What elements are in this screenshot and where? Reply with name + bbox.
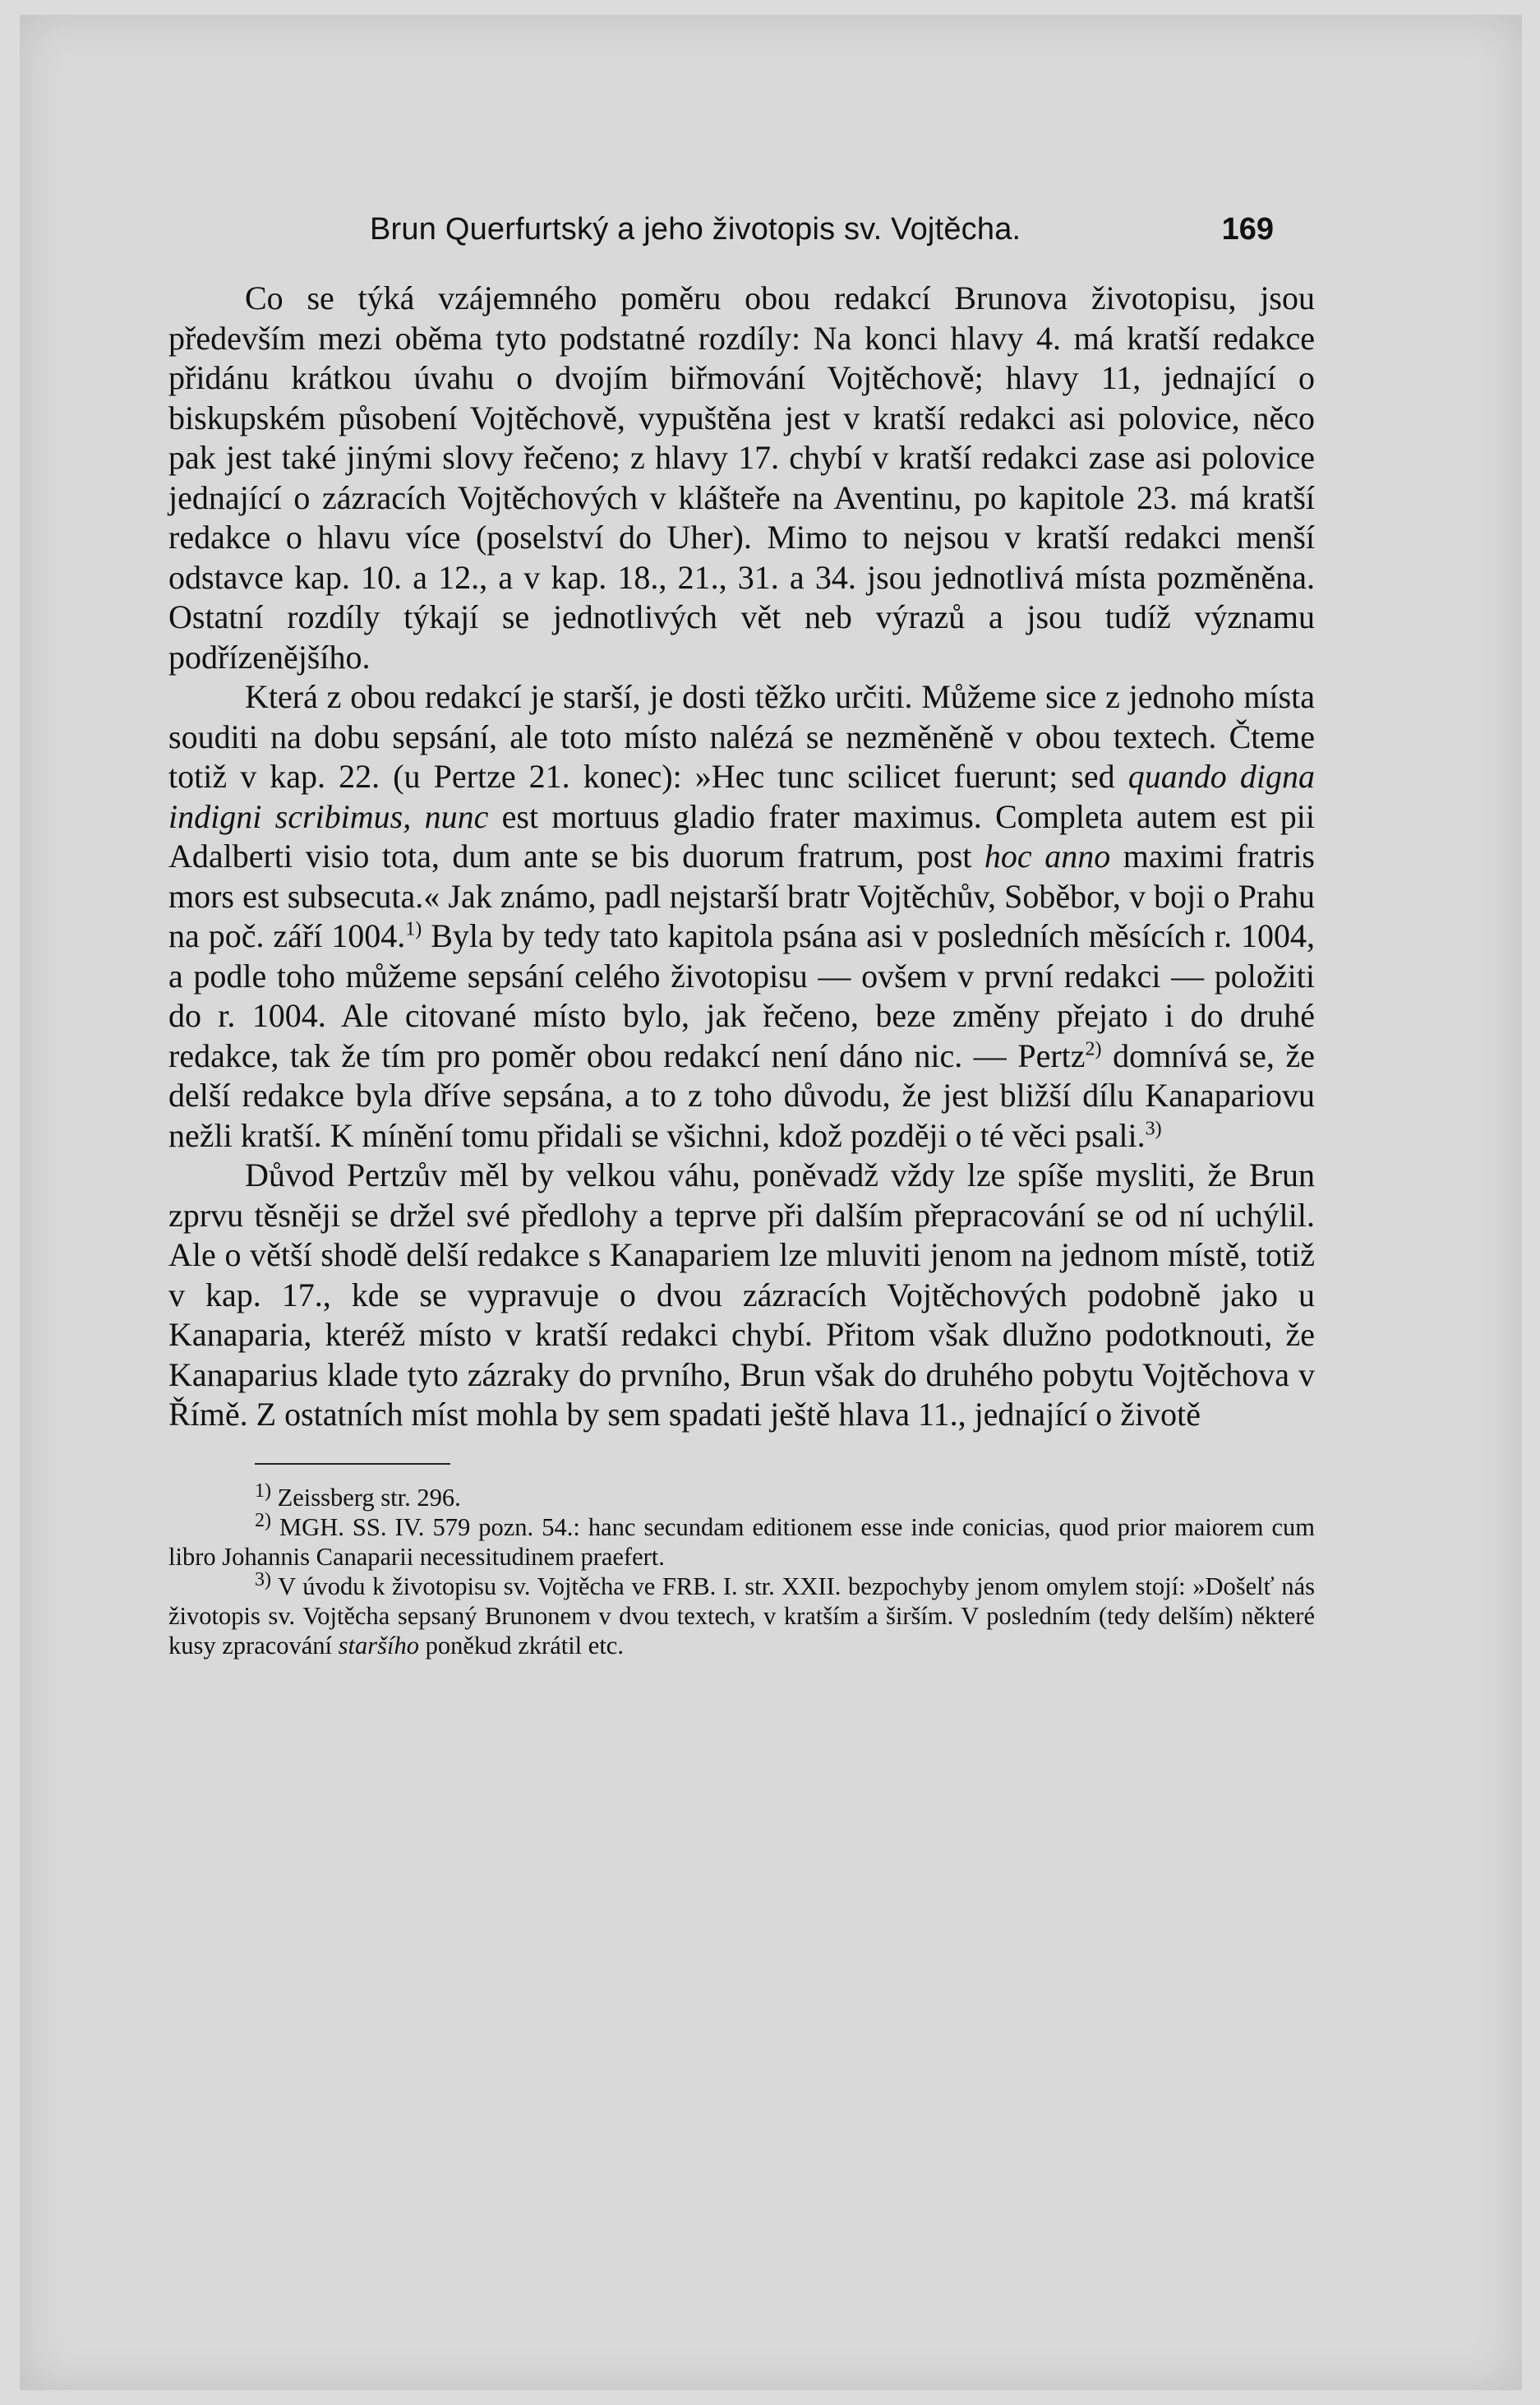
paragraph-3: Důvod Pertzův měl by velkou váhu, poněvadž vždy lze spíše mysliti, že Brun zprvu těsněji se držel své předlohy a teprve při dalším přepracování se od ní uchýlil. Ale o větší shodě delší redakce s Kanapariem lze mluviti jenom na jednom místě, totiž v kap. 17., kde se vypravuje o dvou zázracích Vojtěchových podobně jako u Kanaparia, kteréž místo v kratší redakci chybí. Přitom však dlužno podotknouti, že Kanaparius klade tyto zázraky do prvního, Brun však do druhého pobytu Vojtěchova v Římě. Z ostatních míst mohla by sem spadati ještě hlava 11., jednající o životě [168, 1156, 1315, 1433]
running-title: Brun Querfurtský a jeho životopis sv. Vojtěcha. [370, 212, 1021, 247]
footnote-ref-2: 2) [1085, 1038, 1102, 1060]
paragraph-2-italic-a: quando digna indigni scribimus, nunc [168, 758, 1315, 835]
footnote-2 [168, 1509, 1315, 1572]
footnote-divider [255, 1463, 450, 1465]
paragraph-2-text-b: est mortuus gladio frater maximus. Completa autem est pii Adalberti visio tota, dum ante se bis duorum fratrum, post [168, 797, 1315, 875]
footnote-mark-3: 3) [255, 1568, 271, 1590]
footnote-mark-2: 2) [255, 1509, 271, 1531]
page-number: 169 [1221, 212, 1274, 247]
paragraph-2-text-a: Která z obou redakcí je starší, je dosti těžko určiti. Můžeme sice z jednoho místa souditi na dobu sepsání, ale toto místo nalézá se nezměněně v obou textech. Čteme totiž v kap. 22. (u Pertze 21. konec): »Hec tunc scilicet fuerunt; sed [168, 678, 1315, 795]
footnote-2-text: MGH. SS. IV. 579 pozn. 54.: hanc secundam editionem esse inde conicias, quod prior maiorem cum libro Johannis Canaparii necessitudinem praefert. [168, 1512, 1315, 1571]
footnote-3 [168, 1568, 1315, 1660]
text-block [168, 212, 1315, 1660]
running-header [168, 212, 1315, 247]
footnote-ref-1: 1) [405, 918, 422, 940]
footnote-ref-3: 3) [1145, 1118, 1162, 1140]
paragraph-2-italic-b: hoc anno [984, 838, 1111, 875]
paragraph-2-text-d: Byla by tedy tato kapitola psána asi v posledních měsících r. 1004, a podle toho můžeme sepsání celého životopisu — ovšem v první redakci — položiti do r. 1004. Ale citované místo bylo, jak řečeno, beze změny přejato i do druhé redakce, tak že tím pro poměr obou redakcí není dáno nic. — Pertz [168, 917, 1315, 1074]
footnote-3-italic: staršího [338, 1631, 419, 1659]
paragraph-2-text-e: domnívá se, že delší redakce byla dříve sepsána, a to z toho důvodu, že jest bližší dílu Kanapariovu nežli kratší. K mínění tomu přidali se všichni, kdož později o té věci psali. [168, 1036, 1315, 1154]
footnote-3-text-a: V úvodu k životopisu sv. Vojtěcha ve FRB. I. str. XXII. bezpochyby jenom omylem stojí: »Došelť nás životopis sv. Vojtěcha sepsaný Brunonem v dvou textech, v kratším a širším. V posledním (tedy delším) některé kusy zpracování [168, 1572, 1315, 1659]
footnote-mark-1: 1) [255, 1479, 271, 1502]
footnote-1 [168, 1479, 1315, 1512]
footnote-1-text: Zeissberg str. 296. [271, 1483, 461, 1512]
paragraph-2-text-c: maximi fratris mors est subsecuta.« Jak známo, padl nejstarší bratr Vojtěchův, Soběbor, v boji o Prahu na poč. září 1004. [168, 838, 1315, 954]
footnote-3-text-b: poněkud zkrátil etc. [418, 1631, 624, 1659]
paragraph-2 [168, 677, 1315, 1156]
paragraph-1: Co se týká vzájemného poměru obou redakcí Brunova životopisu, jsou především mezi oběma tyto podstatné rozdíly: Na konci hlavy 4. má kratší redakce přidánu krátkou úvahu o dvojím biřmování Vojtěchově; hlavy 11, jednající o biskupském působení Vojtěchově, vypuštěna jest v kratší redakci asi polovice, něco pak jest také jinými slovy řečeno; z hlavy 17. chybí v kratší redakci zase asi polovice jednající o zázracích Vojtěchových v klášteře na Aventinu, po kapitole 23. má kratší redakce o hlavu více (poselství do Uher). Mimo to nejsou v kratší redakci menší odstavce kap. 10. a 12., a v kap. 18., 21., 31. a 34. jsou jednotlivá místa pozměněna. Ostatní rozdíly týkají se jednotlivých vět neb výrazů a jsou tudíž významu podřízenějšího. [168, 279, 1315, 676]
